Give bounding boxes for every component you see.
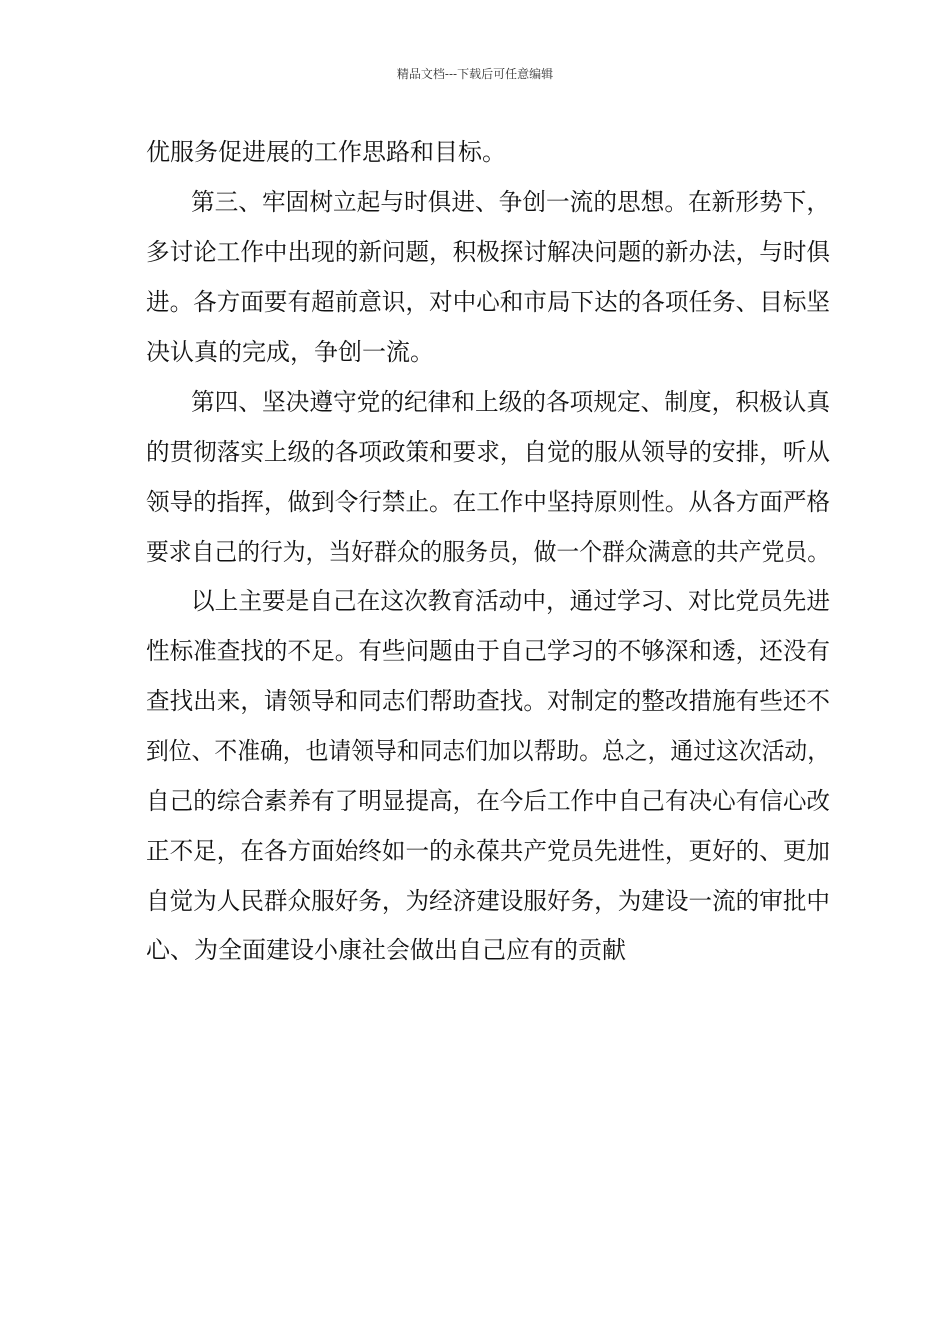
text-line: 性标准查找的不足。有些问题由于自己学习的不够深和透，还没有 <box>146 637 830 665</box>
page-header: 精品文档---下载后可任意编辑 <box>396 67 554 81</box>
text-line: 领导的指挥，做到令行禁止。在工作中坚持原则性。从各方面严格 <box>146 488 830 516</box>
text-line: 决认真的完成，争创一流。 <box>146 338 434 366</box>
text-line: 正不足，在各方面始终如一的永葆共产党员先进性，更好的、更加 <box>146 837 830 865</box>
paragraph-start-line: 以上主要是自己在这次教育活动中，通过学习、对比党员先进 <box>191 587 830 615</box>
text-line: 优服务促进展的工作思路和目标。 <box>146 138 506 166</box>
text-line: 要求自己的行为，当好群众的服务员，做一个群众满意的共产党员。 <box>146 538 830 566</box>
paragraph-start-line: 第三、牢固树立起与时俱进、争创一流的思想。在新形势下， <box>191 188 830 216</box>
text-line: 心、为全面建设小康社会做出自己应有的贡献 <box>146 936 626 964</box>
text-line: 自己的综合素养有了明显提高，在今后工作中自己有决心有信心改 <box>146 787 830 815</box>
text-line: 到位、不准确，也请领导和同志们加以帮助。总之，通过这次活动， <box>146 737 830 765</box>
text-line: 自觉为人民群众服好务，为经济建设服好务，为建设一流的审批中 <box>146 887 830 915</box>
text-line: 查找出来，请领导和同志们帮助查找。对制定的整改措施有些还不 <box>146 687 830 715</box>
text-line: 进。各方面要有超前意识，对中心和市局下达的各项任务、目标坚 <box>146 288 830 316</box>
text-line: 多讨论工作中出现的新问题，积极探讨解决问题的新办法，与时俱 <box>146 238 830 266</box>
paragraph-start-line: 第四、坚决遵守党的纪律和上级的各项规定、制度，积极认真 <box>191 388 830 416</box>
text-line: 的贯彻落实上级的各项政策和要求，自觉的服从领导的安排，听从 <box>146 438 830 466</box>
